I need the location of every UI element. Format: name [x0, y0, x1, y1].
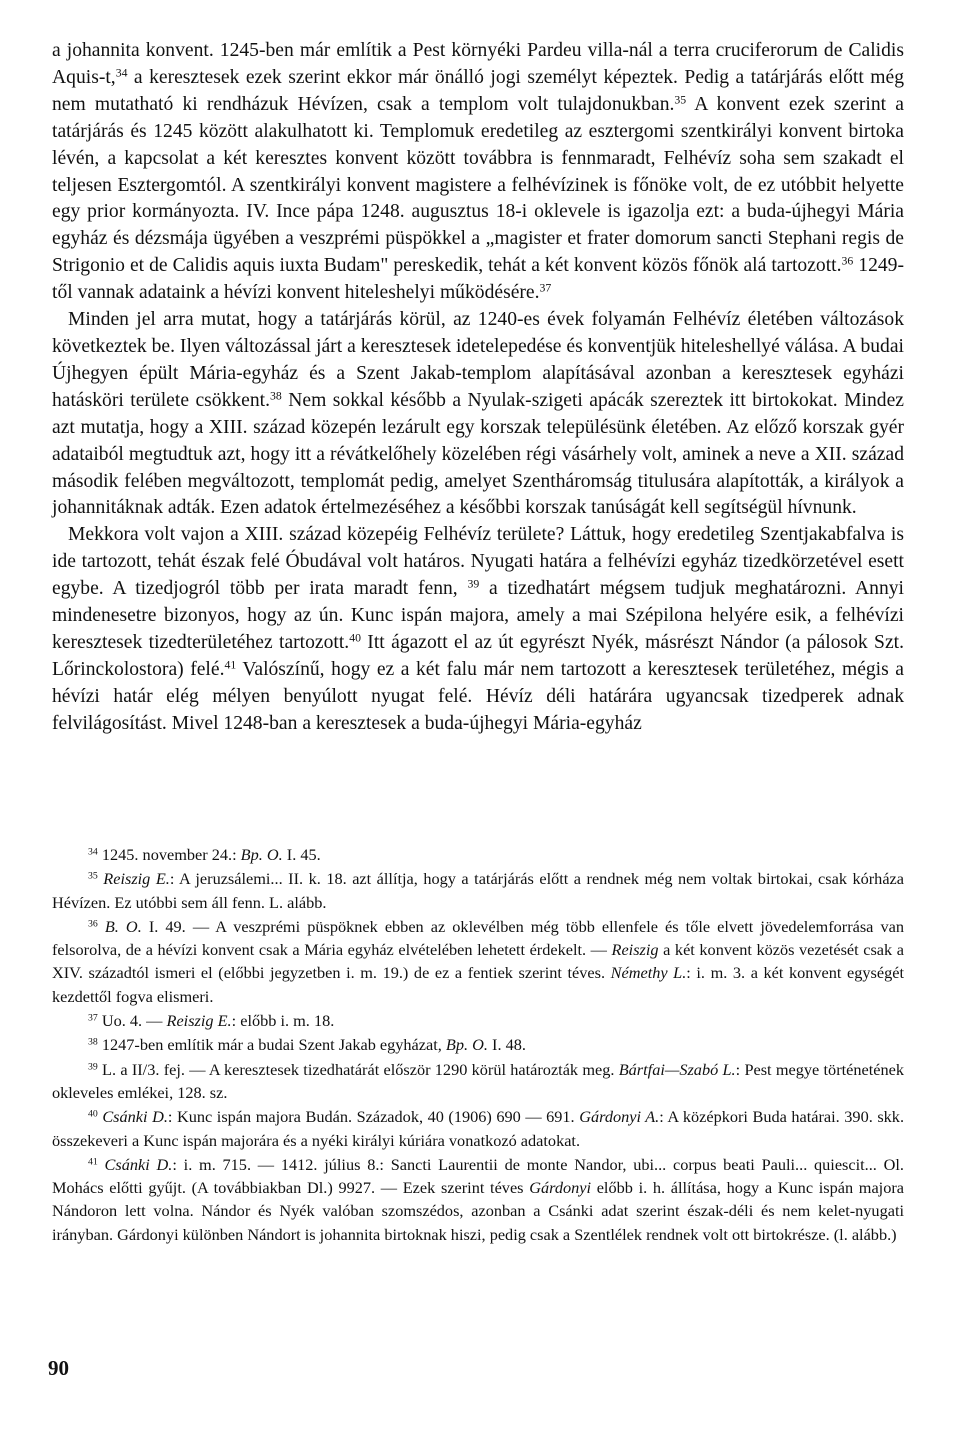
citation: Némethy L. [610, 963, 687, 983]
page-number: 90 [48, 1356, 69, 1380]
citation: Reiszig E. [166, 1011, 232, 1031]
citation: B. O. [104, 916, 142, 936]
citation: Reiszig [611, 940, 659, 960]
footnote-ref: 41 [224, 658, 237, 672]
citation: Csánki D. [104, 1154, 173, 1174]
footnote-ref: 40 [349, 631, 361, 645]
footnotes [52, 843, 904, 1246]
footnote-38 [52, 1033, 904, 1056]
citation: Bp. O. [445, 1035, 488, 1055]
footnote-number: 35 [88, 870, 98, 882]
text-run: Valószínű, hogy ez a két falu már nem tartozott a keresztesek területéhez, mégis a hévízi határ elég mélyen benyúlott nyugat felé. Hévíz déli határára ugyancsak tizedperek adnak felvilágosítást. Mivel 1248-ban a keresztesek a buda-újhegyi Mária-egyház [52, 658, 904, 734]
footnote-number: 34 [88, 846, 98, 858]
text-run: L. a II/3. fej. — A keresztesek tizedhatárát először 1290 körül határozták meg. [102, 1059, 619, 1079]
citation: Bártfai—Szabó L. [618, 1059, 736, 1079]
paragraph-3 [52, 522, 904, 737]
text-run: a keresztesek ezek szerint ekkor már önálló jogi személyt képeztek. Pedig a tatárjárás előtt még nem mutatható ki rendházuk Hévízen, csak a templom volt tulajdonukban. [52, 66, 904, 115]
text-run: a két konvent közös vezetését csak a XIV. századtól ismeri el (előbbi jegyzetben i. m. 19.) de ez a fentiek szerint téves. [52, 940, 904, 983]
text-run: 1249-től vannak adataink a hévízi konvent hiteleshelyi működésére. [52, 255, 904, 304]
text-run: I. 49. — A veszprémi püspöknek ebben az oklevélben még több ellenfele és tőle elvett jövedelemforrása van felsorolva, de a hévízi konvent csak a Mária egyház elvételében lehetett érdekelt. — [52, 916, 904, 960]
text-run: Minden jel arra mutat, hogy a tatárjárás körül, az 1240-es évek folyamán Felhévíz életében változások következtek be. Ilyen változással járt a keresztesek idetelepedése és konventjük hiteleshellyé válása. A budai Újhegyen épült Mária-egyház és a Szent Jakab-templom alapításával azonban a keresztesek egyházi hatásköri területe csökkent. [52, 309, 904, 411]
text-run: : Kunc ispán majora Budán. Századok, 40 (1906) 690 — 691. [167, 1107, 580, 1127]
footnote-40 [52, 1105, 904, 1152]
text-run: : A középkori Buda határai. 390. skk. összekeveri a Kunc ispán majorára és a nyéki királyi kúriára vonatkozó adatokat. [52, 1107, 905, 1150]
text-run: A konvent ezek szerint a tatárjárás és 1245 között alakulhatott ki. Templomuk eredetileg az esztergomi szentkirályi konvent birtoka lévén, a kapcsolat a két keresztes konvent között továbbra is fennmaradt, Felhévíz soha sem szakadt el teljesen Esztergomtól. A szentkirályi konvent magistere a felhévízinek is főnöke volt, de ez utóbbit helyette egy prior kormányozta. IV. Ince pápa 1248. augusztus 18-i oklevele is igazolja ezt: a buda-újhegyi Mária egyház és dézsmája ügyében a veszprémi püspökkel a „magister et frater domorum sancti Stephani regis de Strigonio et de Calidis aquis iuxta Budam" pereskedik, tehát a két konvent közös főnök alá tartozott. [52, 93, 904, 277]
footnote-ref: 34 [115, 66, 128, 80]
citation: Reiszig E. [103, 869, 170, 889]
footnote-ref: 36 [841, 254, 854, 268]
text-run: Itt ágazott el az út egyrészt Nyék, másrészt Nándor (a pálosok Szt. Lőrinckolostora) felé. [52, 631, 904, 680]
footnote-number: 39 [88, 1061, 98, 1073]
text-run: : Pest megye történetének okleveles emlékei, 128. sz. [52, 1059, 904, 1102]
footnote-ref: 37 [539, 281, 552, 295]
footnote-39 [52, 1058, 904, 1105]
footnote-ref: 39 [467, 577, 480, 591]
text-run: a johannita konvent. 1245-ben már említik a Pest környéki Pardeu villa-nál a terra cruciferorum de Calidis Aquis-t, [52, 40, 904, 88]
footnote-35 [52, 867, 904, 914]
text-run: 1245. november 24.: [101, 845, 241, 864]
citation: Csánki D. [102, 1107, 168, 1127]
footnote-number: 36 [88, 918, 98, 930]
paragraph-1 [52, 38, 904, 307]
text-run: Uo. 4. — [101, 1011, 167, 1031]
text-run: Nem sokkal később a Nyulak-szigeti apácák szereztek itt birtokokat. Mindez azt mutatja, hogy a XIII. század közepén lezárult egy korszak településünk életében. Az előző korszak gyér adataiból megtudtuk azt, hogy itt a révátkelőhely közelében régi vásárhely volt, aminek a neve a XII. század második felében megváltozott, templomát pedig, amelyet Szentháromság titulusára alapították, a királyok a johannitáknak adták. Ezen adatok értelmezéséhez a későbbi korszak tanúságát kell segítségül hívnunk. [52, 389, 904, 519]
footnote-number: 38 [88, 1037, 98, 1048]
text-run: : i. m. 715. — 1412. július 8.: Sancti Laurentii de monte Nandor, ubi... corpus beati Pauli... quiescit... Ol. Mohács előtti gyűjt. (A továbbiakban Dl.) 9927. — Ezek szerint téves [52, 1154, 904, 1198]
main-text [52, 38, 904, 738]
text-run: : i. m. 3. a két konvent egységét kezdettől fogva elismeri. [52, 963, 904, 1006]
text-run: I. 48. [487, 1035, 526, 1055]
citation: Bp. O. [240, 845, 283, 864]
footnote-ref: 38 [270, 389, 282, 403]
text-run: : előbb i. m. 18. [231, 1011, 335, 1031]
footnote-36 [52, 915, 904, 1008]
text-run: 1247-ben említik már a budai Szent Jakab egyházat, [101, 1035, 446, 1055]
text-run: előbb i. h. állítása, hogy a Kunc ispán majora Nándoron lett volna. Nándor és Nyék valóban szomszédos, azonban a Csánki adat szerint észak-déli és nem kelet-nyugati irányban. Gárdonyi különben Nándort is johannita birtoknak hiszi, pedig csak a Szentlélek rendnek volt ott birtokrésze. (l. alább.) [52, 1178, 904, 1244]
citation: Gárdonyi A. [579, 1107, 660, 1127]
text-run: Mekkora volt vajon a XIII. század közepéig Felhévíz területe? Láttuk, hogy eredetileg Szentjakabfalva is ide tartozott, tehát észak felé Óbudával volt határos. Nyugati határa a felhévízi egyház tizedkörzetével esett egybe. A tizedjogról több per irata maradt fenn, [52, 524, 904, 600]
footnote-number: 37 [88, 1012, 98, 1024]
text-run: : A jeruzsálemi... II. k. 18. azt állítja, hogy a tatárjárás előtt a rendnek még nem voltak birtokai, csak kórháza Hévízen. Ez utóbbi sem áll fenn. L. alább. [52, 869, 904, 912]
footnote-34 [52, 843, 904, 866]
footnote-37 [52, 1009, 904, 1032]
footnote-41 [52, 1153, 904, 1246]
citation: Gárdonyi [529, 1178, 592, 1198]
paragraph-2 [52, 307, 904, 522]
text-run: I. 45. [282, 845, 321, 864]
text-run: a tizedhatárt mégsem tudjuk meghatározni. Annyi mindenesetre bizonyos, hogy az ún. Kunc ispán majora, amely a mai Szépilona helyére esik, a felhévízi keresztesek tizedterületéhez tartozott. [52, 578, 904, 653]
footnote-number: 41 [88, 1156, 98, 1168]
footnote-ref: 35 [674, 93, 687, 107]
footnote-number: 40 [88, 1108, 98, 1120]
